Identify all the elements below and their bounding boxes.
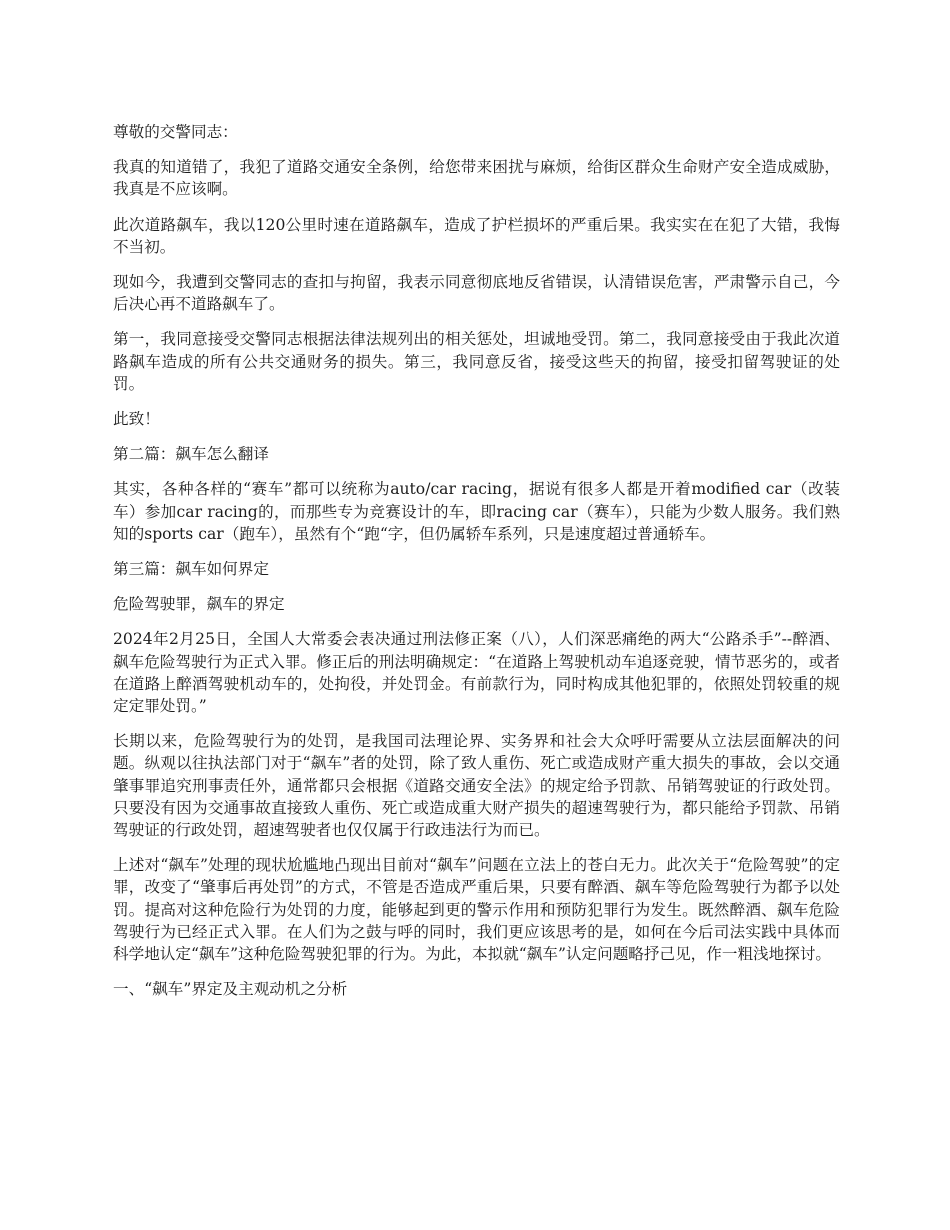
closing: 此致！ (113, 410, 160, 429)
paragraph-incident: 此次道路飙车，我以120公里时速在道路飙车，造成了护栏损坏的严重后果。我实实在在犯了大错，我悔不当初。 (113, 215, 840, 256)
salutation: 尊敬的交警同志： (113, 123, 238, 141)
section-heading-3: 第三篇：飙车如何界定 (113, 560, 269, 579)
subheading-definition: 危险驾驶罪，飙车的界定 (113, 595, 285, 614)
paragraph-apology: 我真的知道错了，我犯了道路交通安全条例，给您带来困扰与麻烦，给街区群众生命财产安全造成威胁，我真是不应该啊。 (113, 158, 840, 199)
paragraph-commitments: 第一，我同意接受交警同志根据法律法规列出的相关惩处，坦诚地受罚。第二，我同意接受由于我此次道路飙车造成的所有公共交通财务的损失。第三，我同意反省，接受这些天的拘留，接受扣留驾驶证的处罚。 (113, 330, 840, 393)
paragraph-law-amendment: 2024年2月25日，全国人大常委会表决通过刑法修正案（八），人们深恶痛绝的两大“公路杀手”--醉酒、飙车危险驾驶行为正式入罪。修正后的刑法明确规定：“在道路上驾驶机动车追逐竞驶，情节恶劣的，或者在道路上醉酒驾驶机动车的，处拘役，并处罚金。有前款行为，同时构成其他犯罪的，依照处罚较重的规定定罪处罚。” (113, 630, 840, 716)
paragraph-analysis: 上述对“飙车”处理的现状尬尴地凸现出目前对“飙车”问题在立法上的苍白无力。此次关于“危险驾驶”的定罪，改变了“肇事后再处罚”的方式，不管是否造成严重后果，只要有醉酒、飙车等危险驾驶行为都予以处罚。提高对这种危险行为处罚的力度，能够起到更的警示作用和预防犯罪行为发生。既然醉酒、飙车危险驾驶行为已经正式入罪。在人们为之鼓与呼的同时，我们更应该思考的是，如何在今后司法实践中具体而科学地认定“飙车”这种危险驾驶犯罪的行为。为此，本拟就“飙车”认定问题略抒己见，作一粗浅地探讨。 (113, 856, 840, 964)
paragraph-history: 长期以来，危险驾驶行为的处罚，是我国司法理论界、实务界和社会大众呼吁需要从立法层面解决的问题。纵观以往执法部门对于“飙车”者的处罚，除了致人重伤、死亡或造成财产重大损失的事故，会以交通肇事罪追究刑事责任外，通常都只会根据《道路交通安全法》的规定给予罚款、吊销驾驶证的行政处罚。只要没有因为交通事故直接致人重伤、死亡或造成重大财产损失的超速驾驶行为，都只能给予罚款、吊销驾驶证的行政处罚，超速驾驶者也仅仅属于行政违法行为而已。 (113, 732, 840, 840)
document-body (113, 121, 840, 1014)
section-heading-2: 第二篇：飙车怎么翻译 (113, 445, 269, 464)
subsection-heading-1: 一、“飙车”界定及主观动机之分析 (113, 980, 348, 999)
paragraph-reflection: 现如今，我遭到交警同志的查扣与拘留，我表示同意彻底地反省错误，认清错误危害，严肃警示自己，今后决心再不道路飙车了。 (113, 273, 840, 314)
paragraph-translation: 其实，各种各样的“赛车”都可以统称为auto/car racing，据说有很多人都是开着modified car（改装车）参加car racing的，而那些专为竞赛设计的车，即racing car（赛车），只能为少数人服务。我们熟知的sports car（跑车），虽然有个“跑“字，但仍属轿车系列，只是速度超过普通轿车。 (113, 480, 840, 543)
